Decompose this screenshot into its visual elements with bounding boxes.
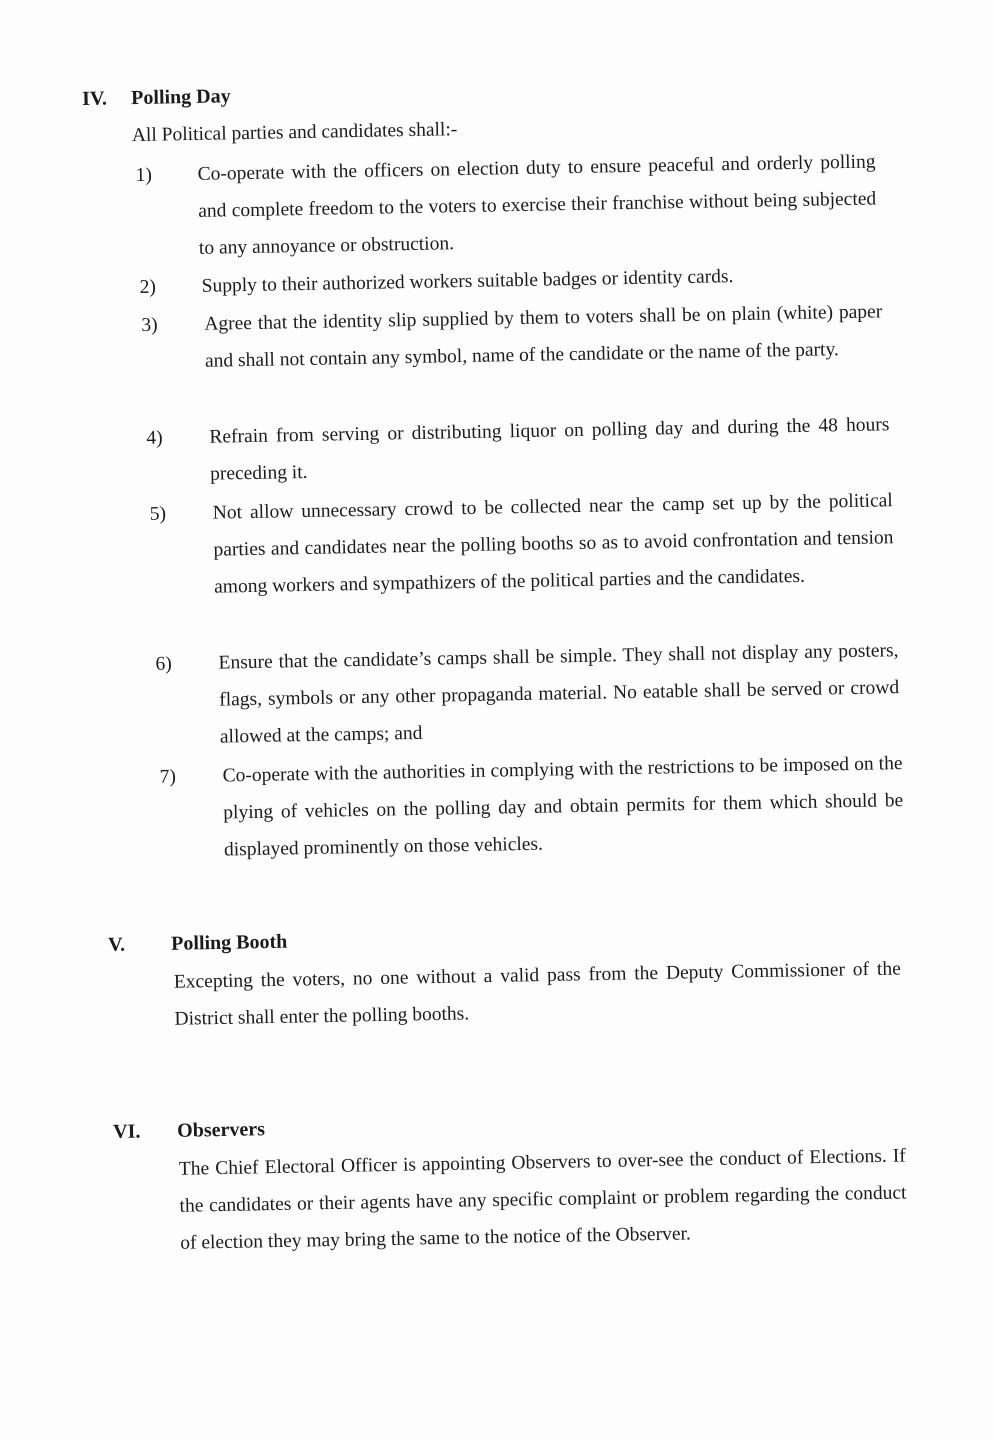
list-item-text: Supply to their authorized workers suitable badges or identity cards.: [201, 266, 734, 297]
list-item-text: Agree that the identity slip supplied by them to voters shall be on plain (white) paper and shall not contain any symbol, name of the candidate or the name of the party.: [204, 301, 883, 372]
list-item-text: Co-operate with the authorities in complying with the restrictions to be imposed on the plying of vehicles on the polling day and obtain permits for them which should be displayed prominently on those vehicles.: [222, 753, 904, 861]
list-item-text: Not allow unnecessary crowd to be collected near the camp set up by the political parties and candidates near the polling booths so as to avoid confrontation and tension among workers and sympathizers of the political parties and the candidates.: [212, 490, 894, 598]
list-item: [159, 745, 921, 870]
list-item: [141, 293, 903, 418]
section-intro: All Political parties and candidates shall:-: [131, 119, 458, 147]
section-text: The Chief Electoral Officer is appointing Observers to over-see the conduct of Elections. If the candidates or their agents have any specific complaint or problem regarding the conduct of election they may bring the same to the notice of the Observer.: [178, 1145, 907, 1254]
section-number: V.: [108, 933, 126, 956]
list-item: [155, 632, 917, 757]
list-item-number: 6): [155, 653, 173, 675]
list-item-number: 4): [146, 427, 163, 449]
list-item-number: 5): [149, 503, 167, 525]
list-item-text: Ensure that the candidate’s camps shall be simple. They shall not display any posters, flags, symbols or any other propaganda material. No eatable shall be served or crowd allowed at the camps; and: [218, 640, 900, 748]
list-item-text: Co-operate with the officers on election duty to ensure peaceful and orderly polling and complete freedom to the voters to exercise their franchise without being subjected to any annoyance or obstruction.: [197, 151, 877, 259]
section-text: Excepting the voters, no one without a valid pass from the Deputy Commissioner of the District shall enter the polling booths.: [173, 958, 901, 1030]
section-number: VI.: [113, 1120, 141, 1143]
list-item-number: 2): [139, 276, 157, 298]
section-number: IV.: [82, 87, 108, 110]
section-polling-day: [82, 73, 904, 861]
list-item: [135, 143, 897, 268]
list-item-number: 1): [135, 164, 153, 187]
section-title: Polling Booth: [170, 930, 288, 955]
section-polling-booth: [108, 919, 908, 1030]
list-item-number: 3): [141, 314, 158, 336]
list-item: [146, 406, 907, 494]
list-item-number: 7): [159, 766, 177, 788]
section-observers: [113, 1106, 913, 1254]
section-title: Observers: [176, 1118, 266, 1142]
list-item-text: Refrain from serving or distributing liquor on polling day and during the 48 hours preceding it.: [209, 414, 890, 485]
section-title: Polling Day: [130, 85, 231, 110]
list-item: [149, 482, 912, 644]
